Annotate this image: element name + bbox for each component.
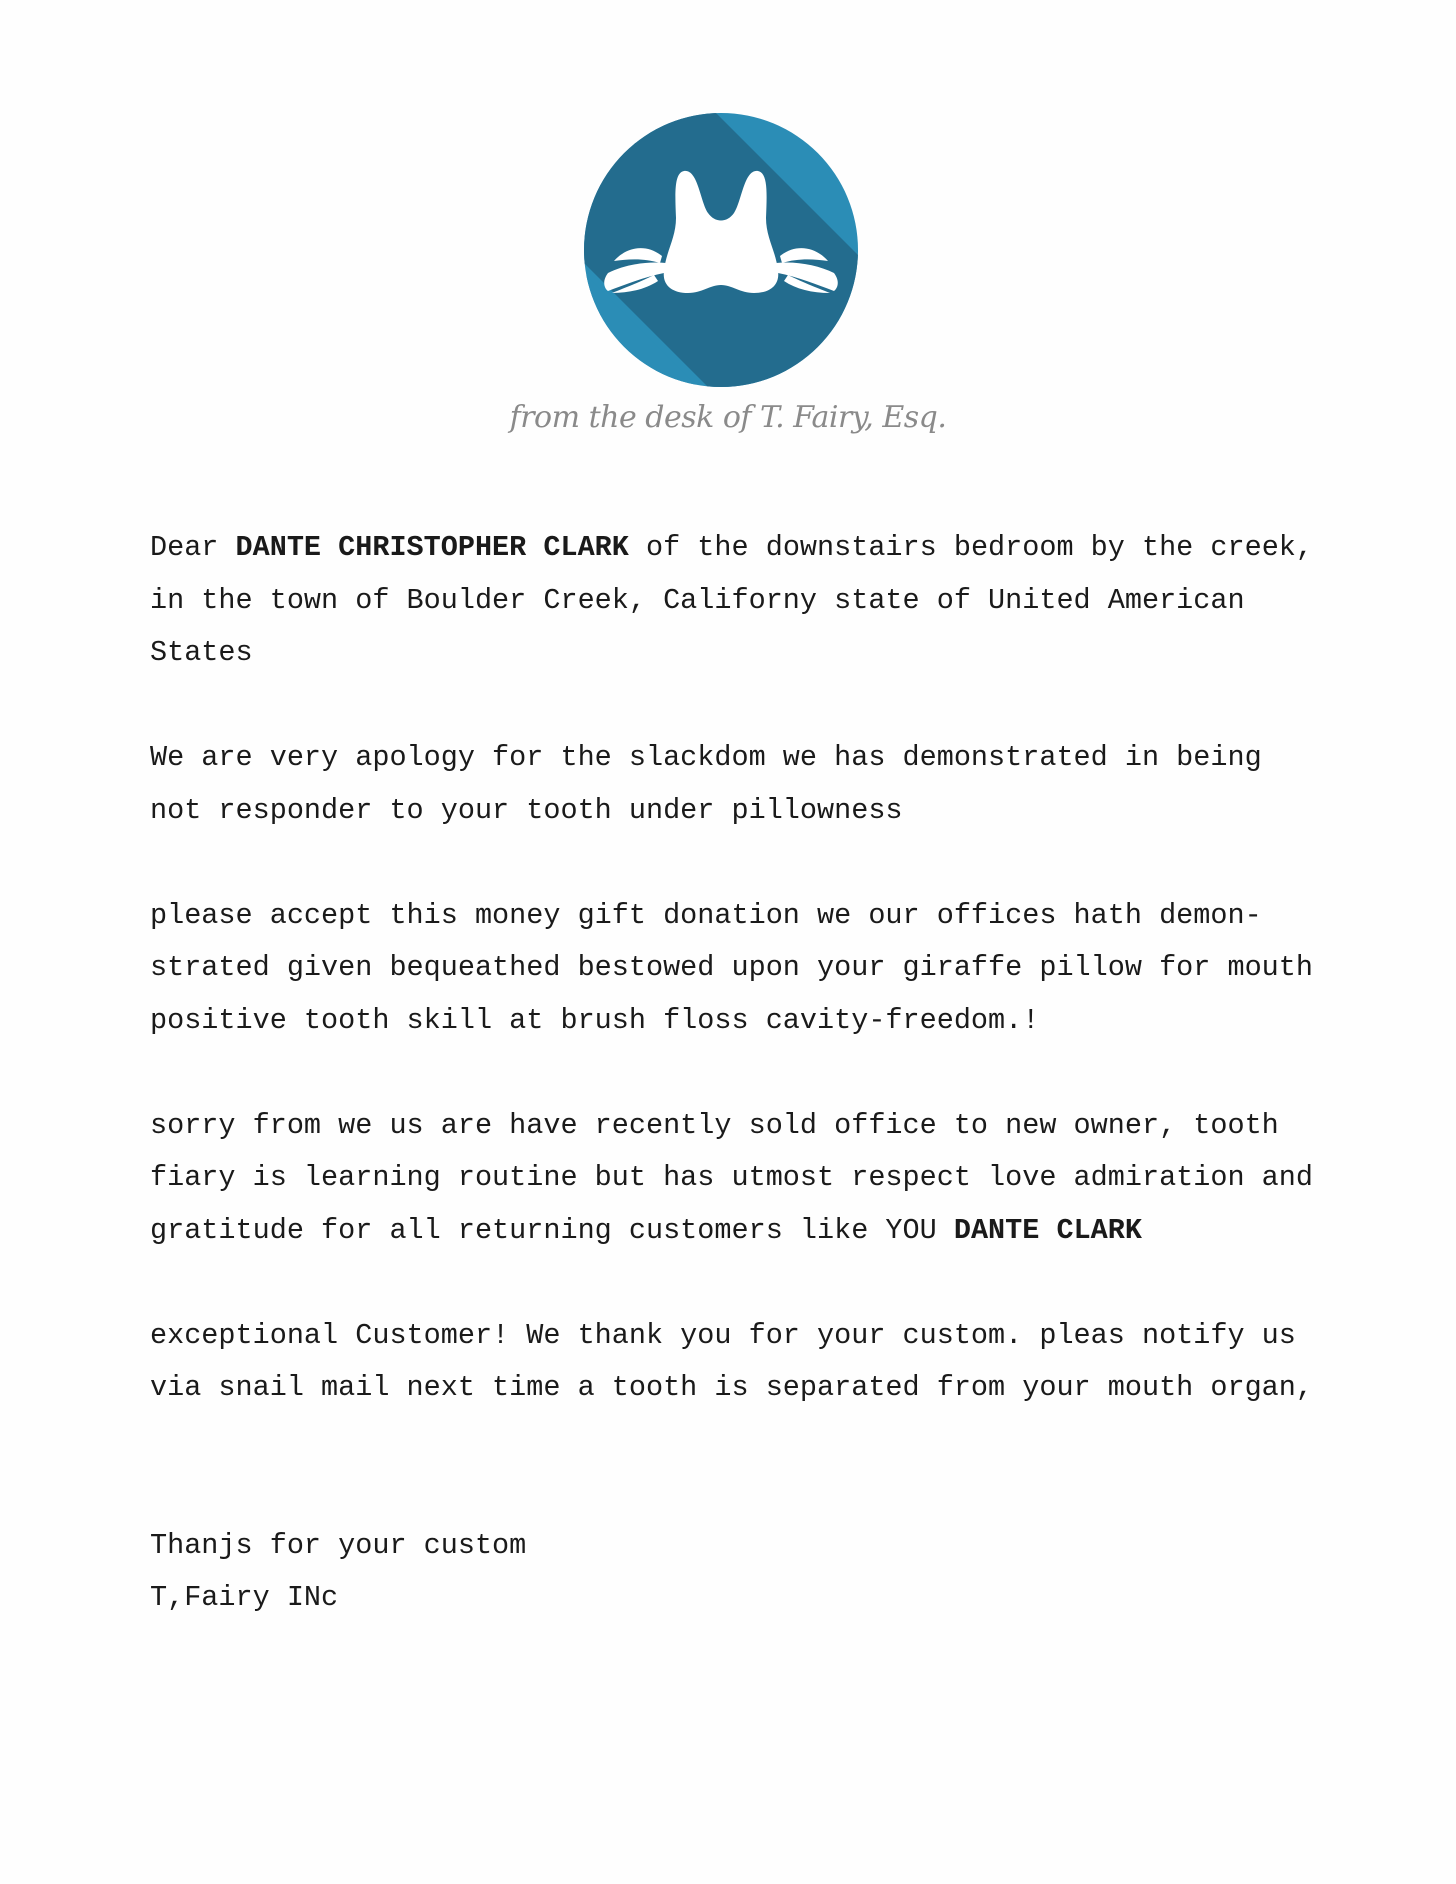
closing-line-1: Thanjs for your custom: [150, 1528, 527, 1562]
paragraph2-line-3: positive tooth skill at brush floss cavity-freedom.!: [150, 1003, 1040, 1037]
tooth-with-wings-icon: [584, 113, 858, 387]
recipient-short-name: DANTE CLARK: [953, 1213, 1142, 1247]
greeting-line-3: States: [150, 636, 253, 669]
paragraph-gap: [150, 680, 1350, 733]
letter-body: [150, 522, 1350, 1625]
paragraph1-line-1: We are very apology for the slackdom we has demonstrated in being: [150, 741, 1262, 774]
paragraph1-line-2: not responder to your tooth under pillowness: [150, 793, 903, 827]
greeting-line-2: in the town of Boulder Creek, Californy state of United American: [150, 583, 1245, 617]
signature: T,Fairy INc: [150, 1581, 339, 1614]
paragraph4-line-2: via snail mail next time a tooth is separated from your mouth organ,: [150, 1371, 1313, 1404]
paragraph-gap: [150, 837, 1350, 890]
paragraph4-line-1: exceptional Customer! We thank you for your custom. pleas notify us: [150, 1318, 1296, 1352]
paragraph3-line3-prefix: gratitude for all returning customers like YOU: [150, 1213, 954, 1247]
paragraph3-line-2: fiary is learning routine but has utmost respect love admiration and: [150, 1161, 1313, 1194]
paragraph2-line-1: please accept this money gift donation we our offices hath demon-: [150, 898, 1262, 932]
letterhead-tagline: from the desk of T. Fairy, Esq.: [509, 400, 947, 435]
paragraph2-line-2: strated given bequeathed bestowed upon your giraffe pillow for mouth: [150, 951, 1313, 984]
closing-gap: [150, 1415, 1350, 1520]
greeting-prefix: Dear: [150, 531, 236, 564]
recipient-full-name: DANTE CHRISTOPHER CLARK: [235, 531, 629, 564]
greeting-line-1: [150, 522, 1350, 575]
paragraph3-line-1: sorry from we us are have recently sold office to new owner, tooth: [150, 1108, 1279, 1142]
paragraph3-line-3: [150, 1205, 1350, 1258]
paragraph-gap: [150, 1047, 1350, 1100]
paragraph-gap: [150, 1257, 1350, 1310]
greeting-line1-suffix: of the downstairs bedroom by the creek,: [628, 531, 1314, 564]
